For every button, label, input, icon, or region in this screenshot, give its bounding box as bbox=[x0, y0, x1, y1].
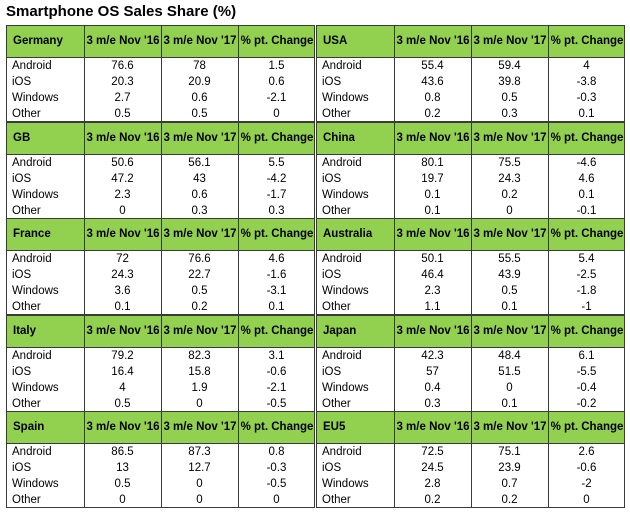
table-eu5 bbox=[316, 411, 625, 508]
value-cell: 0.2 bbox=[191, 301, 208, 313]
value-cell: 43 bbox=[193, 173, 206, 185]
value-cell: 0.6 bbox=[191, 92, 208, 104]
os-label: Other bbox=[12, 205, 41, 217]
column-divider bbox=[84, 251, 85, 315]
value-cell: 20.3 bbox=[111, 76, 134, 88]
value-cell: -0.6 bbox=[266, 366, 287, 378]
column-header: % pt. Change bbox=[238, 316, 315, 347]
table-border bbox=[314, 251, 315, 315]
os-label: Windows bbox=[12, 189, 59, 201]
value-cell: 4 bbox=[583, 60, 590, 72]
page-title: Smartphone OS Sales Share (%) bbox=[6, 3, 237, 20]
table-header-row bbox=[6, 122, 315, 155]
table-border bbox=[316, 444, 317, 508]
value-cell: 2.3 bbox=[424, 285, 441, 297]
table-header-row bbox=[316, 315, 625, 348]
os-label: Other bbox=[12, 494, 41, 506]
value-cell: 0.2 bbox=[501, 494, 518, 506]
table-border bbox=[624, 155, 625, 219]
value-cell: 16.4 bbox=[111, 366, 134, 378]
os-label: Windows bbox=[12, 478, 59, 490]
value-cell: 39.8 bbox=[498, 76, 521, 88]
table-china bbox=[316, 122, 625, 219]
table-border bbox=[314, 348, 315, 412]
value-cell: 0.5 bbox=[501, 92, 518, 104]
value-cell: 15.8 bbox=[188, 366, 211, 378]
column-divider bbox=[238, 251, 239, 315]
value-cell: -2.1 bbox=[266, 92, 287, 104]
value-cell: 0 bbox=[119, 494, 126, 506]
os-label: iOS bbox=[322, 366, 342, 378]
column-header: 3 m/e Nov '16 bbox=[394, 26, 471, 57]
column-divider bbox=[84, 348, 85, 412]
region-label: Japan bbox=[323, 325, 357, 337]
column-header: % pt. Change bbox=[238, 412, 315, 443]
column-header: 3 m/e Nov '17 bbox=[161, 26, 238, 57]
column-header: % pt. Change bbox=[238, 123, 315, 154]
os-label: Android bbox=[322, 157, 362, 169]
column-divider bbox=[548, 155, 549, 219]
column-header: 3 m/e Nov '16 bbox=[84, 219, 161, 250]
value-cell: 79.2 bbox=[111, 350, 134, 362]
os-label: iOS bbox=[12, 366, 32, 378]
value-cell: 76.6 bbox=[188, 253, 211, 265]
table-germany bbox=[6, 25, 315, 122]
value-cell: 0.8 bbox=[424, 92, 441, 104]
table-border bbox=[624, 348, 625, 412]
column-header: 3 m/e Nov '16 bbox=[84, 123, 161, 154]
value-cell: -0.5 bbox=[266, 478, 287, 490]
column-header: 3 m/e Nov '16 bbox=[84, 316, 161, 347]
table-border bbox=[6, 251, 7, 315]
os-label: Android bbox=[12, 157, 52, 169]
table-border bbox=[624, 251, 625, 315]
column-divider bbox=[471, 58, 472, 122]
value-cell: -0.2 bbox=[576, 398, 597, 410]
value-cell: 24.3 bbox=[498, 173, 521, 185]
column-header: 3 m/e Nov '17 bbox=[471, 412, 548, 443]
value-cell: 22.7 bbox=[188, 269, 211, 281]
value-cell: 4.6 bbox=[268, 253, 285, 265]
os-label: Android bbox=[322, 60, 362, 72]
column-divider bbox=[471, 155, 472, 219]
column-header: 3 m/e Nov '16 bbox=[84, 26, 161, 57]
column-divider bbox=[161, 155, 162, 219]
table-japan bbox=[316, 315, 625, 412]
value-cell: 0.1 bbox=[424, 189, 441, 201]
column-header: 3 m/e Nov '17 bbox=[471, 316, 548, 347]
os-label: Android bbox=[12, 253, 52, 265]
table-header-row bbox=[6, 218, 315, 251]
column-header: 3 m/e Nov '16 bbox=[394, 412, 471, 443]
column-header: % pt. Change bbox=[238, 26, 315, 57]
value-cell: 2.8 bbox=[424, 478, 441, 490]
value-cell: 0 bbox=[273, 494, 280, 506]
value-cell: 24.5 bbox=[421, 462, 444, 474]
value-cell: 0.4 bbox=[424, 382, 441, 394]
column-divider bbox=[161, 58, 162, 122]
value-cell: 0.5 bbox=[114, 398, 131, 410]
value-cell: 43.9 bbox=[498, 269, 521, 281]
value-cell: 20.9 bbox=[188, 76, 211, 88]
column-divider bbox=[84, 444, 85, 508]
table-border bbox=[316, 251, 317, 315]
os-label: Other bbox=[12, 108, 41, 120]
value-cell: 12.7 bbox=[188, 462, 211, 474]
column-divider bbox=[394, 444, 395, 508]
table-border bbox=[316, 507, 625, 508]
column-divider bbox=[394, 155, 395, 219]
os-label: Other bbox=[322, 398, 351, 410]
column-divider bbox=[161, 251, 162, 315]
column-divider bbox=[238, 155, 239, 219]
column-header: % pt. Change bbox=[548, 123, 625, 154]
column-header: % pt. Change bbox=[548, 316, 625, 347]
value-cell: 0.3 bbox=[191, 205, 208, 217]
os-label: iOS bbox=[12, 76, 32, 88]
value-cell: 0.7 bbox=[501, 478, 518, 490]
os-label: Android bbox=[12, 446, 52, 458]
value-cell: -4.6 bbox=[576, 157, 597, 169]
value-cell: 0.2 bbox=[501, 189, 518, 201]
value-cell: 23.9 bbox=[498, 462, 521, 474]
value-cell: 0 bbox=[506, 382, 513, 394]
os-label: iOS bbox=[12, 269, 32, 281]
table-border bbox=[6, 348, 7, 412]
value-cell: 59.4 bbox=[498, 60, 521, 72]
table-header-row bbox=[6, 411, 315, 444]
column-divider bbox=[548, 348, 549, 412]
value-cell: 86.5 bbox=[111, 446, 134, 458]
table-border bbox=[314, 444, 315, 508]
value-cell: 75.5 bbox=[498, 157, 521, 169]
table-header-row bbox=[6, 315, 315, 348]
column-header: 3 m/e Nov '17 bbox=[161, 412, 238, 443]
column-divider bbox=[548, 58, 549, 122]
column-divider bbox=[548, 444, 549, 508]
value-cell: -0.3 bbox=[576, 92, 597, 104]
region-label: Australia bbox=[323, 228, 373, 240]
column-header: 3 m/e Nov '17 bbox=[161, 316, 238, 347]
column-header: 3 m/e Nov '16 bbox=[84, 412, 161, 443]
value-cell: 2.3 bbox=[114, 189, 131, 201]
column-divider bbox=[394, 58, 395, 122]
os-label: Other bbox=[12, 398, 41, 410]
os-label: Other bbox=[12, 301, 41, 313]
value-cell: -0.4 bbox=[576, 382, 597, 394]
os-label: Windows bbox=[322, 189, 369, 201]
value-cell: -0.6 bbox=[576, 462, 597, 474]
value-cell: 0.3 bbox=[424, 398, 441, 410]
os-label: Android bbox=[12, 350, 52, 362]
value-cell: -1.8 bbox=[576, 285, 597, 297]
table-border bbox=[6, 507, 315, 508]
table-border bbox=[316, 58, 317, 122]
value-cell: 0.1 bbox=[501, 398, 518, 410]
os-label: Windows bbox=[322, 382, 369, 394]
value-cell: 55.5 bbox=[498, 253, 521, 265]
region-label: Spain bbox=[13, 421, 45, 433]
column-header: 3 m/e Nov '17 bbox=[161, 219, 238, 250]
column-divider bbox=[471, 251, 472, 315]
os-label: iOS bbox=[12, 462, 32, 474]
value-cell: 51.5 bbox=[498, 366, 521, 378]
value-cell: 50.6 bbox=[111, 157, 134, 169]
value-cell: 0.5 bbox=[191, 285, 208, 297]
region-label: USA bbox=[323, 35, 348, 47]
value-cell: 1.5 bbox=[268, 60, 285, 72]
value-cell: 56.1 bbox=[188, 157, 211, 169]
table-border bbox=[316, 348, 317, 412]
value-cell: 0 bbox=[583, 494, 590, 506]
value-cell: 0.1 bbox=[501, 301, 518, 313]
value-cell: -3.1 bbox=[266, 285, 287, 297]
table-spain bbox=[6, 411, 315, 508]
value-cell: 80.1 bbox=[421, 157, 444, 169]
value-cell: 0.1 bbox=[578, 108, 595, 120]
table-usa bbox=[316, 25, 625, 122]
os-label: Windows bbox=[322, 478, 369, 490]
column-header: 3 m/e Nov '17 bbox=[161, 123, 238, 154]
os-label: Windows bbox=[322, 285, 369, 297]
os-label: Android bbox=[12, 60, 52, 72]
value-cell: 76.6 bbox=[111, 60, 134, 72]
value-cell: 57 bbox=[426, 366, 439, 378]
value-cell: 0.2 bbox=[424, 494, 441, 506]
os-label: Other bbox=[322, 205, 351, 217]
os-label: Windows bbox=[12, 92, 59, 104]
value-cell: 0 bbox=[196, 494, 203, 506]
column-header: % pt. Change bbox=[548, 219, 625, 250]
table-header-row bbox=[316, 25, 625, 58]
value-cell: -0.1 bbox=[576, 205, 597, 217]
os-label: Other bbox=[322, 301, 351, 313]
table-header-row bbox=[6, 25, 315, 58]
value-cell: 6.1 bbox=[578, 350, 595, 362]
os-label: Windows bbox=[322, 92, 369, 104]
table-australia bbox=[316, 218, 625, 315]
region-label: Germany bbox=[13, 35, 63, 47]
value-cell: 0 bbox=[273, 108, 280, 120]
value-cell: 0.1 bbox=[268, 301, 285, 313]
column-header: 3 m/e Nov '16 bbox=[394, 123, 471, 154]
value-cell: 13 bbox=[116, 462, 129, 474]
region-label: EU5 bbox=[323, 421, 346, 433]
value-cell: 0.1 bbox=[578, 189, 595, 201]
value-cell: 0.6 bbox=[268, 76, 285, 88]
column-divider bbox=[161, 444, 162, 508]
value-cell: 0.5 bbox=[114, 108, 131, 120]
table-france bbox=[6, 218, 315, 315]
value-cell: -5.5 bbox=[576, 366, 597, 378]
value-cell: 50.1 bbox=[421, 253, 444, 265]
value-cell: 0.8 bbox=[268, 446, 285, 458]
value-cell: 0.5 bbox=[191, 108, 208, 120]
value-cell: -4.2 bbox=[266, 173, 287, 185]
column-header: 3 m/e Nov '17 bbox=[471, 219, 548, 250]
value-cell: 0.1 bbox=[114, 301, 131, 313]
value-cell: 0.3 bbox=[268, 205, 285, 217]
column-divider bbox=[84, 155, 85, 219]
value-cell: 0.5 bbox=[114, 478, 131, 490]
column-divider bbox=[471, 348, 472, 412]
value-cell: 0 bbox=[506, 205, 513, 217]
table-border bbox=[316, 155, 317, 219]
region-label: France bbox=[13, 228, 51, 240]
os-label: Other bbox=[322, 494, 351, 506]
os-label: iOS bbox=[12, 173, 32, 185]
value-cell: 47.2 bbox=[111, 173, 134, 185]
value-cell: 1.9 bbox=[191, 382, 208, 394]
os-label: Android bbox=[322, 350, 362, 362]
value-cell: 72 bbox=[116, 253, 129, 265]
value-cell: -0.3 bbox=[266, 462, 287, 474]
table-border bbox=[6, 155, 7, 219]
value-cell: 48.4 bbox=[498, 350, 521, 362]
column-header: % pt. Change bbox=[548, 26, 625, 57]
value-cell: 2.7 bbox=[114, 92, 131, 104]
table-gb bbox=[6, 122, 315, 219]
column-divider bbox=[238, 58, 239, 122]
value-cell: 19.7 bbox=[421, 173, 444, 185]
os-label: iOS bbox=[322, 76, 342, 88]
value-cell: 0.5 bbox=[501, 285, 518, 297]
column-divider bbox=[161, 348, 162, 412]
table-italy bbox=[6, 315, 315, 412]
column-divider bbox=[548, 251, 549, 315]
value-cell: 4.6 bbox=[578, 173, 595, 185]
column-divider bbox=[394, 348, 395, 412]
os-label: iOS bbox=[322, 173, 342, 185]
table-border bbox=[624, 444, 625, 508]
value-cell: -1.6 bbox=[266, 269, 287, 281]
os-label: Android bbox=[322, 446, 362, 458]
value-cell: 5.5 bbox=[268, 157, 285, 169]
value-cell: 87.3 bbox=[188, 446, 211, 458]
os-label: Windows bbox=[12, 285, 59, 297]
column-divider bbox=[471, 444, 472, 508]
value-cell: 0.2 bbox=[424, 108, 441, 120]
value-cell: 24.3 bbox=[111, 269, 134, 281]
region-label: Italy bbox=[13, 325, 37, 337]
value-cell: 1.1 bbox=[424, 301, 441, 313]
table-border bbox=[6, 444, 7, 508]
value-cell: 2.6 bbox=[578, 446, 595, 458]
value-cell: 4 bbox=[119, 382, 126, 394]
column-divider bbox=[394, 251, 395, 315]
table-border bbox=[314, 58, 315, 122]
value-cell: -0.5 bbox=[266, 398, 287, 410]
table-border bbox=[624, 58, 625, 122]
value-cell: -2 bbox=[581, 478, 592, 490]
table-header-row bbox=[316, 122, 625, 155]
column-divider bbox=[84, 58, 85, 122]
value-cell: 3.6 bbox=[114, 285, 131, 297]
os-label: iOS bbox=[322, 269, 342, 281]
value-cell: 46.4 bbox=[421, 269, 444, 281]
value-cell: 0 bbox=[196, 478, 203, 490]
value-cell: 0.6 bbox=[191, 189, 208, 201]
os-label: Android bbox=[322, 253, 362, 265]
value-cell: -1 bbox=[581, 301, 592, 313]
table-border bbox=[6, 58, 7, 122]
value-cell: -2.5 bbox=[576, 269, 597, 281]
value-cell: 3.1 bbox=[268, 350, 285, 362]
region-label: China bbox=[323, 132, 355, 144]
value-cell: -3.8 bbox=[576, 76, 597, 88]
value-cell: 5.4 bbox=[578, 253, 595, 265]
value-cell: 82.3 bbox=[188, 350, 211, 362]
value-cell: 0.1 bbox=[424, 205, 441, 217]
value-cell: 0 bbox=[119, 205, 126, 217]
column-divider bbox=[238, 348, 239, 412]
os-label: Other bbox=[322, 108, 351, 120]
value-cell: 43.6 bbox=[421, 76, 444, 88]
column-header: 3 m/e Nov '16 bbox=[394, 219, 471, 250]
table-header-row bbox=[316, 218, 625, 251]
value-cell: 0.3 bbox=[501, 108, 518, 120]
column-divider bbox=[238, 444, 239, 508]
column-header: % pt. Change bbox=[548, 412, 625, 443]
os-label: iOS bbox=[322, 462, 342, 474]
table-header-row bbox=[316, 411, 625, 444]
value-cell: -2.1 bbox=[266, 382, 287, 394]
region-label: GB bbox=[13, 132, 31, 144]
value-cell: -1.7 bbox=[266, 189, 287, 201]
column-header: % pt. Change bbox=[238, 219, 315, 250]
column-header: 3 m/e Nov '16 bbox=[394, 316, 471, 347]
value-cell: 0 bbox=[196, 398, 203, 410]
column-header: 3 m/e Nov '17 bbox=[471, 123, 548, 154]
value-cell: 75.1 bbox=[498, 446, 521, 458]
table-border bbox=[314, 155, 315, 219]
os-label: Windows bbox=[12, 382, 59, 394]
column-header: 3 m/e Nov '17 bbox=[471, 26, 548, 57]
value-cell: 78 bbox=[193, 60, 206, 72]
value-cell: 72.5 bbox=[421, 446, 444, 458]
value-cell: 42.3 bbox=[421, 350, 444, 362]
value-cell: 55.4 bbox=[421, 60, 444, 72]
